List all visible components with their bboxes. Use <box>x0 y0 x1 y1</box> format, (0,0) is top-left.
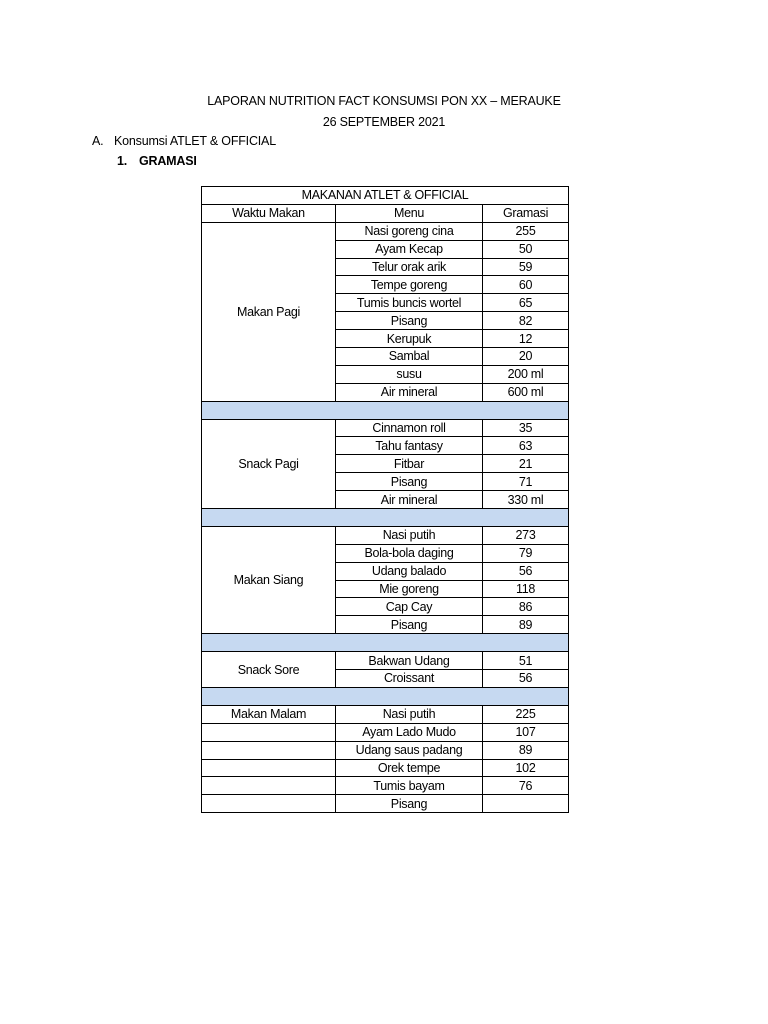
table-header-row <box>202 204 569 222</box>
menu-cell: Croissant <box>336 670 483 688</box>
gramasi-cell: 60 <box>483 276 569 294</box>
group-separator-row <box>202 687 569 705</box>
menu-cell: Mie goreng <box>336 580 483 598</box>
gramasi-cell <box>483 795 569 813</box>
gramasi-cell: 76 <box>483 777 569 795</box>
meal-time-cell <box>202 777 336 795</box>
group-separator-row <box>202 401 569 419</box>
group-separator-row <box>202 634 569 652</box>
subsection-heading <box>117 153 197 169</box>
section-letter: A. <box>92 134 104 148</box>
menu-cell: Tahu fantasy <box>336 437 483 455</box>
table-row <box>202 795 569 813</box>
menu-cell: Nasi putih <box>336 705 483 723</box>
menu-cell: Nasi goreng cina <box>336 222 483 240</box>
table-row <box>202 759 569 777</box>
menu-cell: Pisang <box>336 473 483 491</box>
menu-cell: Pisang <box>336 616 483 634</box>
section-title: Konsumsi ATLET & OFFICIAL <box>114 134 276 148</box>
meal-time-cell: Makan Malam <box>202 705 336 723</box>
menu-cell: Pisang <box>336 795 483 813</box>
column-header-gramasi: Gramasi <box>483 204 569 222</box>
menu-cell: Telur orak arik <box>336 258 483 276</box>
menu-cell: Ayam Kecap <box>336 240 483 258</box>
group-separator <box>202 634 569 652</box>
table-body <box>202 187 569 813</box>
gramasi-cell: 50 <box>483 240 569 258</box>
gramasi-cell: 118 <box>483 580 569 598</box>
menu-cell: Tumis buncis wortel <box>336 294 483 312</box>
gramasi-cell: 59 <box>483 258 569 276</box>
menu-cell: Cinnamon roll <box>336 419 483 437</box>
gramasi-cell: 107 <box>483 723 569 741</box>
table-row <box>202 419 569 437</box>
gramasi-cell: 35 <box>483 419 569 437</box>
report-title: LAPORAN NUTRITION FACT KONSUMSI PON XX – MERAUKE <box>207 94 561 108</box>
gramasi-cell: 273 <box>483 526 569 544</box>
meal-time-cell <box>202 759 336 777</box>
table-row <box>202 526 569 544</box>
column-header-menu: Menu <box>336 204 483 222</box>
menu-cell: Bakwan Udang <box>336 652 483 670</box>
meal-time-cell <box>202 741 336 759</box>
menu-cell: Tumis bayam <box>336 777 483 795</box>
table-row <box>202 723 569 741</box>
gramasi-cell: 330 ml <box>483 491 569 509</box>
menu-cell: Ayam Lado Mudo <box>336 723 483 741</box>
gramasi-cell: 21 <box>483 455 569 473</box>
gramasi-cell: 51 <box>483 652 569 670</box>
gramasi-cell: 89 <box>483 616 569 634</box>
meal-time-cell <box>202 795 336 813</box>
gramasi-cell: 86 <box>483 598 569 616</box>
gramasi-cell: 65 <box>483 294 569 312</box>
table-row <box>202 741 569 759</box>
gramasi-cell: 71 <box>483 473 569 491</box>
gramasi-cell: 102 <box>483 759 569 777</box>
gramasi-cell: 56 <box>483 670 569 688</box>
table-row <box>202 705 569 723</box>
gramasi-cell: 12 <box>483 330 569 348</box>
meal-time-cell: Snack Sore <box>202 652 336 688</box>
menu-cell: Udang saus padang <box>336 741 483 759</box>
group-separator <box>202 401 569 419</box>
menu-cell: Kerupuk <box>336 330 483 348</box>
gramasi-cell: 63 <box>483 437 569 455</box>
meal-time-cell <box>202 723 336 741</box>
menu-cell: Fitbar <box>336 455 483 473</box>
gramasi-cell: 56 <box>483 562 569 580</box>
menu-cell: Bola-bola daging <box>336 544 483 562</box>
group-separator-row <box>202 509 569 527</box>
table-row <box>202 777 569 795</box>
table-row <box>202 652 569 670</box>
column-header-waktu-makan: Waktu Makan <box>202 204 336 222</box>
table-row <box>202 222 569 240</box>
meal-time-cell: Makan Pagi <box>202 222 336 401</box>
report-date: 26 SEPTEMBER 2021 <box>322 115 446 129</box>
nutrition-table <box>201 186 569 813</box>
gramasi-cell: 79 <box>483 544 569 562</box>
group-separator <box>202 687 569 705</box>
gramasi-cell: 255 <box>483 222 569 240</box>
menu-cell: Pisang <box>336 312 483 330</box>
menu-cell: Cap Cay <box>336 598 483 616</box>
meal-time-cell: Makan Siang <box>202 526 336 633</box>
section-heading <box>92 133 276 149</box>
menu-cell: Nasi putih <box>336 526 483 544</box>
subsection-number: 1. <box>117 154 128 168</box>
menu-cell: Orek tempe <box>336 759 483 777</box>
subsection-title: GRAMASI <box>139 154 197 168</box>
meal-time-cell: Snack Pagi <box>202 419 336 508</box>
menu-cell: susu <box>336 365 483 383</box>
table-title: MAKANAN ATLET & OFFICIAL <box>202 187 569 205</box>
gramasi-cell: 82 <box>483 312 569 330</box>
gramasi-cell: 200 ml <box>483 365 569 383</box>
group-separator <box>202 509 569 527</box>
menu-cell: Air mineral <box>336 491 483 509</box>
menu-cell: Air mineral <box>336 383 483 401</box>
menu-cell: Tempe goreng <box>336 276 483 294</box>
menu-cell: Sambal <box>336 348 483 366</box>
gramasi-cell: 20 <box>483 348 569 366</box>
gramasi-cell: 225 <box>483 705 569 723</box>
gramasi-cell: 89 <box>483 741 569 759</box>
table-title-row <box>202 187 569 205</box>
menu-cell: Udang balado <box>336 562 483 580</box>
gramasi-cell: 600 ml <box>483 383 569 401</box>
